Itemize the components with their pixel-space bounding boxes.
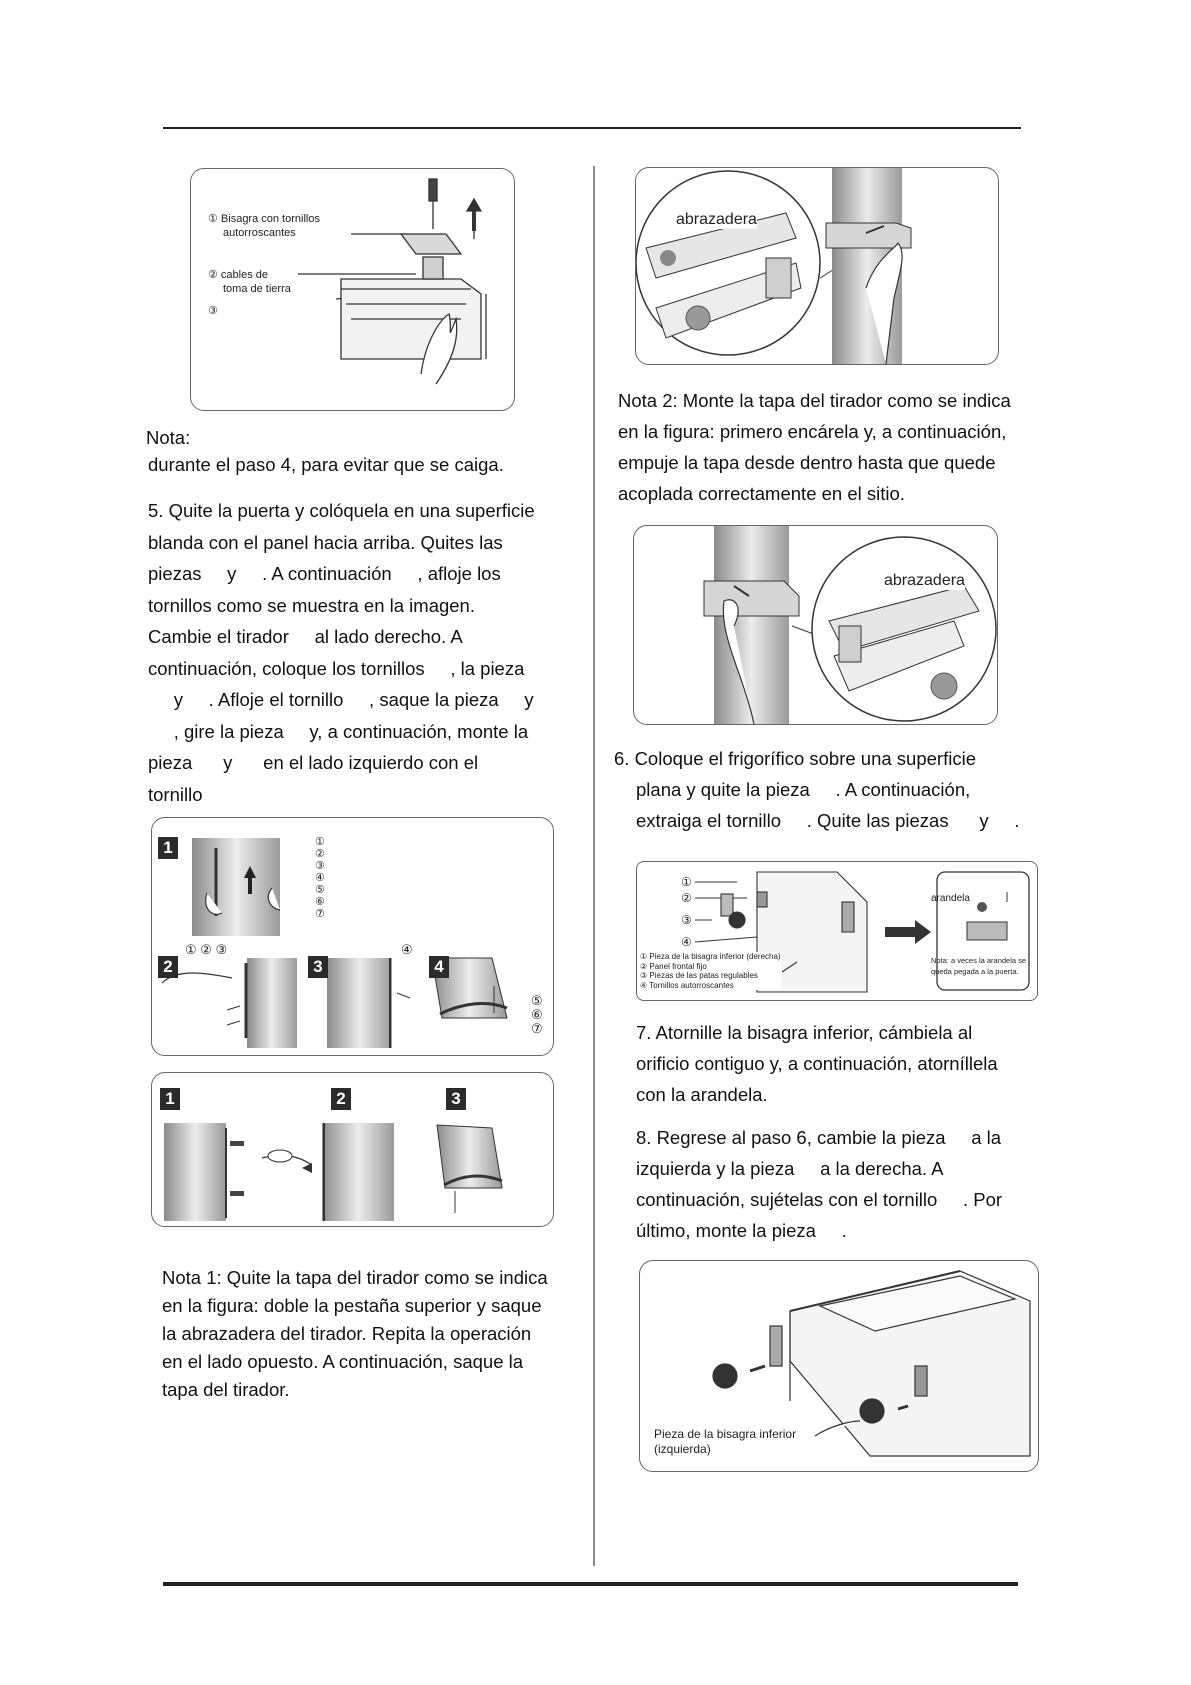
figure-lower-hinge	[636, 861, 1038, 1001]
legend-item: ②	[315, 848, 325, 860]
step-badge-2: 2	[331, 1088, 351, 1110]
handle-cap-removal-drawing	[636, 168, 998, 364]
step-badge-4: 4	[429, 956, 449, 978]
washer-note	[931, 955, 1026, 977]
legend-item: ⑥	[315, 896, 325, 908]
step-7-line: orificio contiguo y, a continuación, atorníllela	[636, 1053, 998, 1074]
step-5-line: blanda con el panel hacia arriba. Quites las	[148, 531, 503, 553]
note-1-text	[162, 1264, 548, 1404]
mark-3: ③	[681, 913, 692, 927]
step-8-text	[636, 1122, 1002, 1246]
step-5-line: piezas y . A continuación , afloje los	[148, 563, 501, 584]
step4-mark-5: ⑤	[531, 993, 543, 1008]
step-5-line: y . Afloje el tornillo , saque la pieza y	[148, 689, 534, 710]
figure-left-lower-hinge	[639, 1260, 1039, 1472]
handle-steps-drawing	[152, 818, 553, 1055]
step-6-line: plana y quite la pieza . A continuación,	[636, 779, 971, 800]
header-rule	[163, 127, 1021, 129]
legend-item: ④	[315, 872, 325, 884]
step-6-text	[614, 743, 1020, 836]
figure-handle-cap-removal	[635, 167, 999, 365]
legend-item: ⑤	[315, 884, 325, 896]
step-5-line: pieza y en el lado izquierdo con el	[148, 752, 479, 773]
note-2-text	[618, 385, 1011, 509]
left-hinge-label-line: Pieza de la bisagra inferior	[654, 1427, 797, 1441]
legend-item: ③	[315, 860, 325, 872]
note-2-line: Nota 2: Monte la tapa del tirador como se indica	[618, 390, 1011, 411]
step-5-line: tornillos como se muestra en la imagen.	[148, 594, 475, 616]
legend-item: ③ Piezas de las patas regulables	[640, 971, 758, 980]
step-5-line: continuación, coloque los tornillos , la pieza	[148, 657, 525, 679]
lower-hinge-legend	[640, 952, 781, 990]
legend-item: ①	[315, 836, 325, 848]
step-badge-3: 3	[446, 1088, 466, 1110]
note-2-line: empuje la tapa desde dentro hasta que quede	[618, 452, 996, 473]
legend-item: ④ Tornillos autorroscantes	[640, 980, 734, 990]
fig-label-2b: toma de tierra	[223, 283, 291, 295]
clamp-label: abrazadera	[676, 211, 757, 228]
note-2-line: en la figura: primero encárela y, a continuación,	[618, 421, 1007, 442]
note-1-line: Nota 1: Quite la tapa del tirador como se indica	[162, 1267, 548, 1288]
reassembly-drawing	[152, 1073, 553, 1226]
washer-label: arandela	[931, 893, 970, 904]
step-6-line: 6. Coloque el frigorífico sobre una superficie	[614, 748, 976, 769]
step2-marks: ① ② ③	[185, 942, 228, 957]
step-7-line: con la arandela.	[636, 1084, 768, 1105]
note-1-line: la abrazadera del tirador. Repita la operación	[162, 1323, 532, 1344]
step-badge-1: 1	[158, 837, 178, 859]
step-8-line: 8. Regrese al paso 6, cambie la pieza a la	[636, 1127, 1002, 1148]
left-hinge-label	[654, 1427, 796, 1457]
note-1-line: tapa del tirador.	[162, 1379, 290, 1400]
figure-handle-steps	[151, 817, 554, 1056]
step-5-line: tornillo	[148, 783, 203, 805]
fig-label-3: ③	[208, 305, 218, 317]
fig-legend	[315, 836, 325, 920]
step-7-line: 7. Atornille la bisagra inferior, cámbiela al	[636, 1022, 973, 1043]
mark-1: ①	[681, 875, 692, 889]
figure-top-hinge	[190, 168, 515, 411]
legend-item: ⑦	[315, 908, 325, 920]
left-hinge-label-line: (izquierda)	[654, 1442, 711, 1456]
step-6-line: extraiga el tornillo . Quite las piezas y .	[636, 810, 1020, 831]
step-badge-1: 1	[160, 1088, 180, 1110]
step3-mark: ④	[401, 942, 413, 957]
footer-rule	[163, 1582, 1018, 1586]
figure-reassembly-steps	[151, 1072, 554, 1227]
washer-note-line: queda pegada a la puerta.	[931, 967, 1019, 976]
step-5-line: Cambie el tirador al lado derecho. A	[148, 626, 463, 647]
column-divider	[593, 166, 595, 1566]
step-badge-2: 2	[158, 956, 178, 978]
step4-mark-7: ⑦	[531, 1021, 543, 1036]
note-1-line: en el lado opuesto. A continuación, saque la	[162, 1351, 524, 1372]
note-1-line: en la figura: doble la pestaña superior y saque	[162, 1295, 542, 1316]
step-5-line: , gire la pieza y, a continuación, monte la	[148, 720, 529, 742]
step-badge-3: 3	[308, 956, 328, 978]
washer-note-line: Nota: a veces la arandela se	[931, 956, 1027, 965]
step4-mark-6: ⑥	[531, 1007, 543, 1022]
mark-4: ④	[681, 935, 692, 949]
fig-label-1b: autorroscantes	[223, 227, 296, 239]
step-8-line: izquierda y la pieza a la derecha. A	[636, 1158, 944, 1179]
mark-2: ②	[681, 891, 692, 905]
fig-label-2: ② cables de	[208, 269, 269, 281]
legend-item: ① Pieza de la bisagra inferior (derecha)	[640, 952, 781, 961]
step-5-line: 5. Quite la puerta y colóquela en una superficie	[148, 500, 535, 521]
note-title: Nota:	[146, 427, 191, 448]
step-5-text	[148, 495, 535, 810]
legend-item: ② Panel frontal fijo	[640, 961, 707, 971]
figure-handle-cap-mounting	[633, 525, 998, 725]
step-8-line: continuación, sujételas con el tornillo . Por	[636, 1189, 1003, 1210]
step-7-text	[636, 1017, 998, 1110]
note-2-line: acoplada correctamente en el sitio.	[618, 483, 905, 504]
fig-label-1: ① Bisagra con tornillos	[208, 213, 320, 225]
step-8-line: último, monte la pieza .	[636, 1220, 847, 1241]
clamp-label: abrazadera	[884, 572, 965, 589]
handle-cap-mounting-drawing	[634, 526, 997, 724]
note-text: durante el paso 4, para evitar que se caiga.	[148, 454, 504, 475]
